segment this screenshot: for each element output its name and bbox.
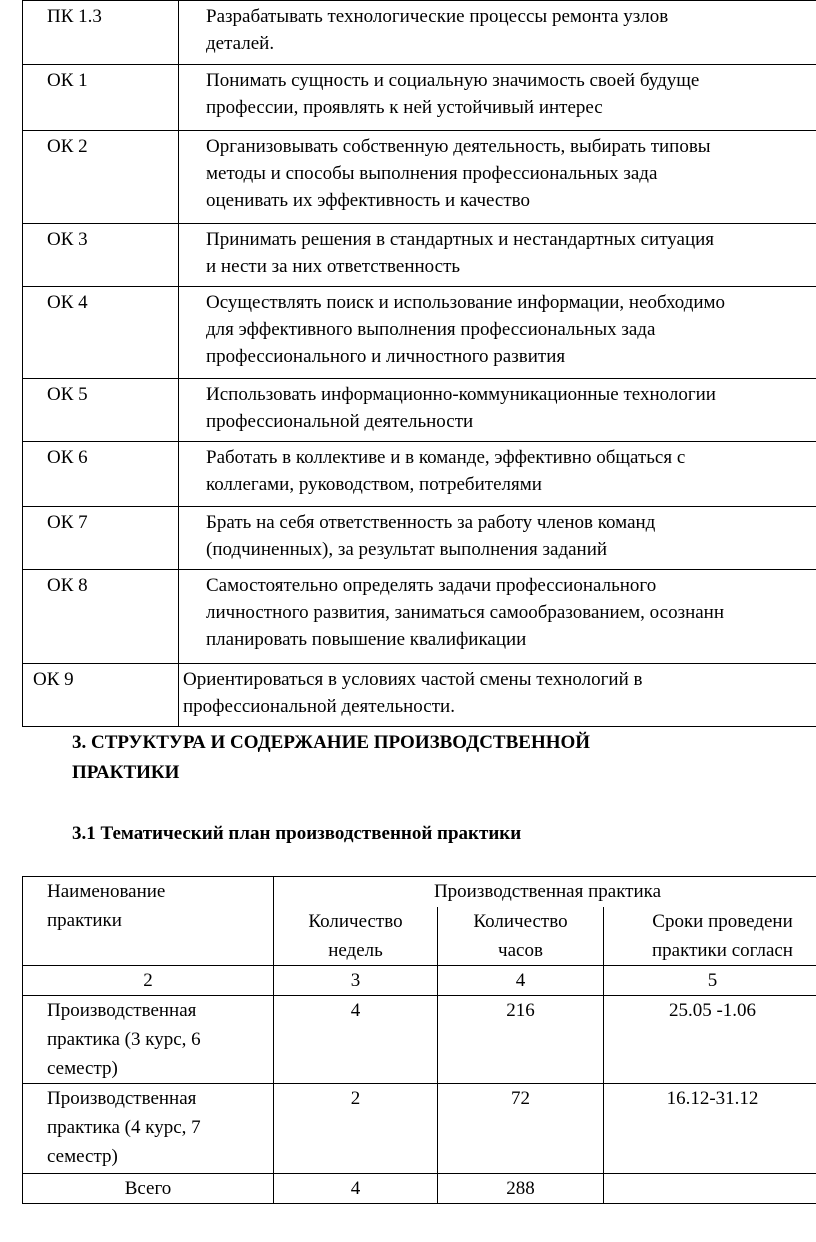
practice-name bbox=[23, 1084, 274, 1174]
practice-dates: 16.12-31.12 bbox=[604, 1084, 816, 1174]
text-line: (подчиненных), за результат выполнения заданий bbox=[206, 539, 608, 560]
table-row bbox=[23, 224, 816, 287]
text-line: Работать в коллективе и в команде, эффективно общаться с bbox=[206, 447, 686, 468]
text-line: Осуществлять поиск и использование информации, необходимо bbox=[206, 292, 726, 313]
competency-text bbox=[179, 442, 816, 507]
text-line: Производственная bbox=[47, 1088, 197, 1109]
text-line: часов bbox=[498, 940, 543, 961]
text-line: Использовать информационно-коммуникационные технологии bbox=[206, 384, 716, 405]
total-weeks: 4 bbox=[274, 1174, 438, 1204]
section-heading-line: ПРАКТИКИ bbox=[72, 762, 180, 783]
column-number: 4 bbox=[438, 966, 604, 996]
table-row bbox=[23, 287, 816, 379]
competency-code: ОК 9 bbox=[23, 664, 179, 727]
table-row bbox=[23, 507, 816, 570]
text-line: Брать на себя ответственность за работу членов команд bbox=[206, 512, 656, 533]
text-line: Наименование bbox=[47, 881, 166, 902]
table-row bbox=[23, 131, 816, 224]
practice-weeks: 4 bbox=[274, 996, 438, 1084]
text-line: Сроки проведени bbox=[652, 911, 793, 932]
header-weeks bbox=[274, 907, 438, 966]
practice-plan-table bbox=[22, 876, 816, 1204]
text-line: Производственная bbox=[47, 1000, 197, 1021]
text-line: семестр) bbox=[47, 1058, 118, 1079]
column-number: 3 bbox=[274, 966, 438, 996]
competency-code: ОК 7 bbox=[23, 507, 179, 570]
competency-code: ОК 1 bbox=[23, 65, 179, 131]
text-line: для эффективного выполнения профессиональных зада bbox=[206, 319, 656, 340]
competency-text bbox=[179, 664, 816, 727]
section-heading-line: 3. СТРУКТУРА И СОДЕРЖАНИЕ ПРОИЗВОДСТВЕННОЙ bbox=[72, 732, 591, 753]
text-line: Принимать решения в стандартных и нестандартных ситуация bbox=[206, 229, 715, 250]
header-hours bbox=[438, 907, 604, 966]
text-line: Разрабатывать технологические процессы ремонта узлов bbox=[206, 6, 669, 27]
practice-name bbox=[23, 996, 274, 1084]
practice-hours: 72 bbox=[438, 1084, 604, 1174]
text-line: практика (4 курс, 7 bbox=[47, 1117, 201, 1138]
table-row bbox=[23, 570, 816, 664]
table-row bbox=[23, 1, 816, 65]
competencies-table bbox=[22, 0, 816, 727]
competency-code: ОК 3 bbox=[23, 224, 179, 287]
text-line: практика (3 курс, 6 bbox=[47, 1029, 201, 1050]
competency-text bbox=[179, 65, 816, 131]
column-number: 2 bbox=[23, 966, 274, 996]
text-line: Самостоятельно определять задачи профессионального bbox=[206, 575, 657, 596]
practice-weeks: 2 bbox=[274, 1084, 438, 1174]
text-line: профессии, проявлять к ней устойчивый интерес bbox=[206, 97, 603, 118]
total-hours: 288 bbox=[438, 1174, 604, 1204]
text-line: Организовывать собственную деятельность, выбирать типовы bbox=[206, 136, 711, 157]
competency-code: ОК 8 bbox=[23, 570, 179, 664]
competency-code: ОК 2 bbox=[23, 131, 179, 224]
total-label: Всего bbox=[23, 1174, 274, 1204]
competency-text bbox=[179, 224, 816, 287]
practice-dates: 25.05 -1.06 bbox=[604, 996, 816, 1084]
table-row bbox=[23, 1084, 816, 1174]
competency-text bbox=[179, 287, 816, 379]
text-line: коллегами, руководством, потребителями bbox=[206, 474, 542, 495]
header-dates bbox=[604, 907, 816, 966]
text-line: методы и способы выполнения профессиональных зада bbox=[206, 163, 658, 184]
text-line: личностного развития, заниматься самообразованием, осознанн bbox=[206, 602, 725, 623]
table-row bbox=[23, 65, 816, 131]
table-row bbox=[23, 996, 816, 1084]
subsection-heading: 3.1 Тематический план производственной практики bbox=[72, 823, 522, 844]
text-line: Ориентироваться в условиях частой смены технологий в bbox=[183, 669, 643, 690]
table-row bbox=[23, 442, 816, 507]
text-line: профессионального и личностного развития bbox=[206, 346, 566, 367]
text-line: практики согласн bbox=[652, 940, 793, 961]
text-line: Понимать сущность и социальную значимость своей будуще bbox=[206, 70, 700, 91]
competency-text bbox=[179, 379, 816, 442]
text-line: планировать повышение квалификации bbox=[206, 629, 527, 650]
text-line: семестр) bbox=[47, 1146, 118, 1167]
text-line: деталей. bbox=[206, 33, 275, 54]
total-dates bbox=[604, 1174, 816, 1204]
competency-code: ОК 5 bbox=[23, 379, 179, 442]
text-line: и нести за них ответственность bbox=[206, 256, 461, 277]
competency-text bbox=[179, 570, 816, 664]
table-header-row bbox=[23, 877, 816, 908]
column-number: 5 bbox=[604, 966, 816, 996]
practice-hours: 216 bbox=[438, 996, 604, 1084]
header-name bbox=[23, 877, 274, 966]
total-row bbox=[23, 1174, 816, 1204]
competency-code: ОК 4 bbox=[23, 287, 179, 379]
competency-text bbox=[179, 1, 816, 65]
competency-text bbox=[179, 507, 816, 570]
table-row bbox=[23, 966, 816, 996]
table-row bbox=[23, 664, 816, 727]
header-group: Производственная практика bbox=[274, 877, 816, 908]
competency-code: ПК 1.3 bbox=[23, 1, 179, 65]
text-line: практики bbox=[47, 910, 122, 931]
text-line: оценивать их эффективность и качество bbox=[206, 190, 531, 211]
competency-code: ОК 6 bbox=[23, 442, 179, 507]
section-heading bbox=[72, 728, 792, 788]
text-line: Количество bbox=[308, 911, 403, 932]
text-line: профессиональной деятельности bbox=[206, 411, 474, 432]
competency-text bbox=[179, 131, 816, 224]
table-row bbox=[23, 379, 816, 442]
text-line: Количество bbox=[473, 911, 568, 932]
text-line: профессиональной деятельности. bbox=[183, 696, 455, 717]
text-line: недель bbox=[328, 940, 383, 961]
